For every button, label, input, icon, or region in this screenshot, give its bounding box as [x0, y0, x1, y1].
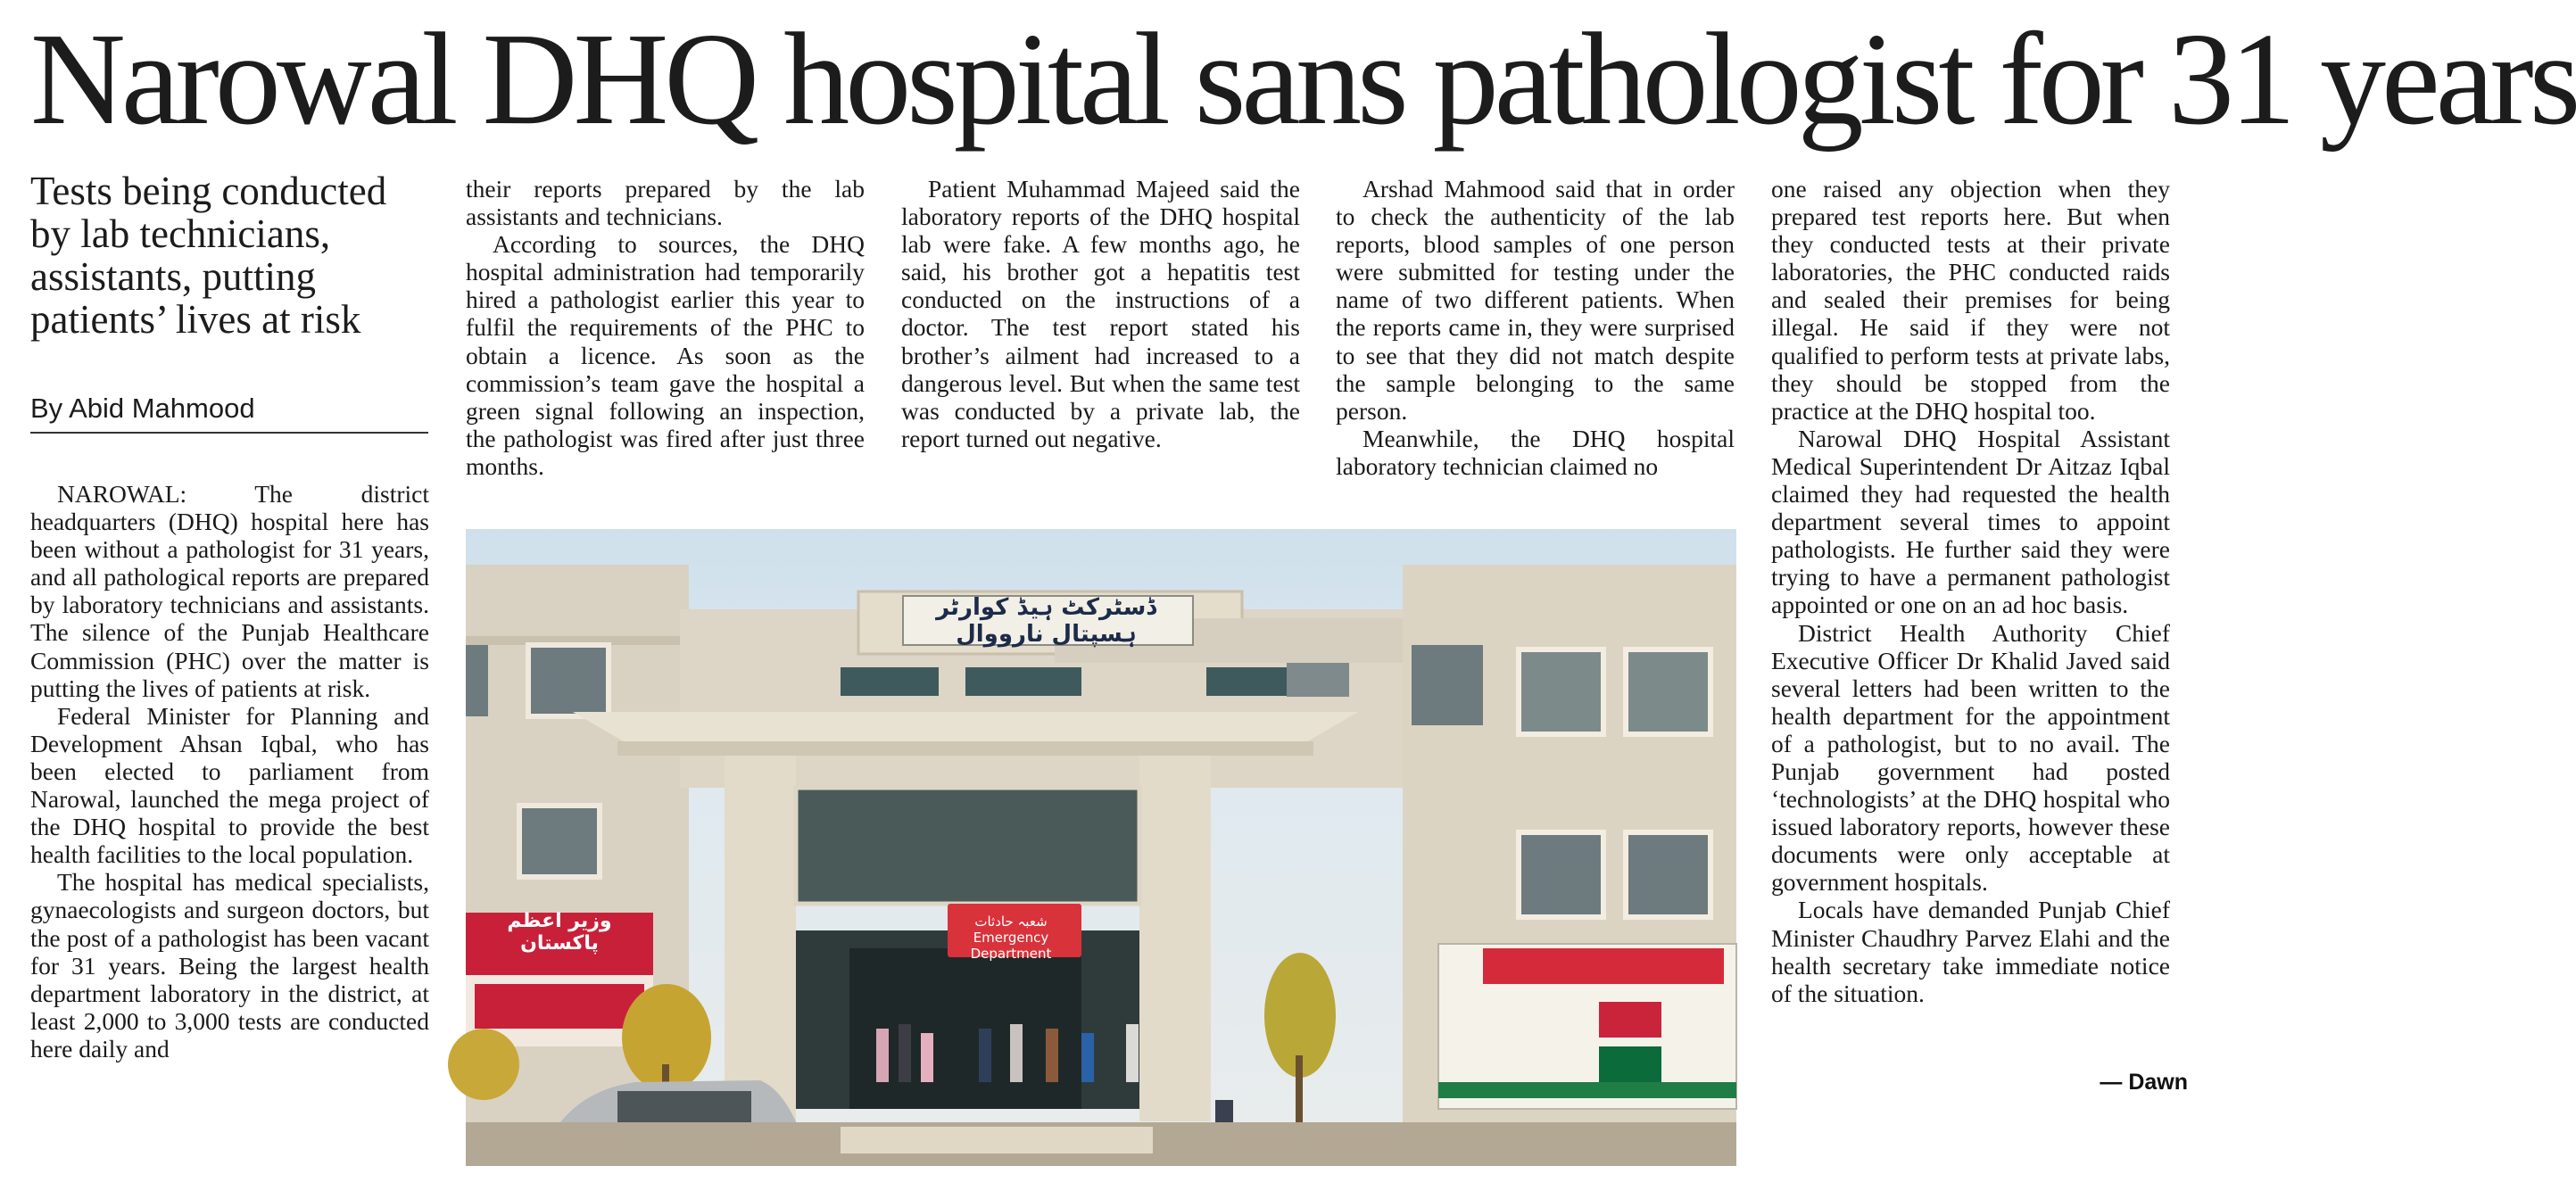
- paragraph: Narowal DHQ Hospital Assistant Medical Superintendent Dr Aitzaz Iqbal claimed they had requested the health department several times to appoint pathologists. He further said they were trying to have a permanent pathologist appointed or one on an ad hoc basis.: [1771, 424, 2170, 619]
- article-column-1: [30, 480, 429, 1063]
- byline-rule: [30, 432, 428, 434]
- paragraph: The hospital has medical specialists, gynaecologists and surgeon doctors, but the post of a pathologist has been vacant for 31 years. Being the largest health department laboratory in the district, at least 2,000 to 3,000 tests are conducted here daily and: [30, 868, 429, 1063]
- article-column-3: [901, 175, 1300, 452]
- paragraph: one raised any objection when they prepared test reports here. But when they conducted tests at their private laboratories, the PHC conducted raids and sealed their premises for being illegal. He said if they were not qualified to perform tests at private labs, they should be stopped from the practice at the DHQ hospital too.: [1771, 175, 2170, 425]
- paragraph: their reports prepared by the lab assistants and technicians.: [466, 175, 865, 231]
- paragraph: Locals have demanded Punjab Chief Minister Chaudhry Parvez Elahi and the health secretary take immediate notice of the situation.: [1771, 896, 2170, 1007]
- photo-credit: — Dawn: [2100, 1070, 2188, 1095]
- paragraph: Patient Muhammad Majeed said the laboratory reports of the DHQ hospital lab were fake. A few months ago, he said, his brother got a hepatitis test conducted on the instructions of a doctor. The test report stated his brother’s ailment had increased to a dangerous level. But when the same test was conducted by a private lab, the report turned out negative.: [901, 175, 1300, 452]
- article-column-2: [466, 175, 865, 480]
- deck-subheadline: Tests being conducted by lab technicians, assistants, putting patients’ lives at risk: [30, 169, 387, 342]
- paragraph: District Health Authority Chief Executive Officer Dr Khalid Javed said several letters had been written to the health department for the appointment of a pathologist, but to no avail. The Punjab government had posted ‘technologists’ at the DHQ hospital who issued laboratory reports, however these documents were only acceptable at government hospitals.: [1771, 618, 2170, 897]
- article-column-5: [1771, 175, 2170, 1007]
- paragraph: Arshad Mahmood said that in order to check the authenticity of the lab reports, blood samples of one person were submitted for testing under the name of two different patients. When the reports came in, they were surprised to see that they did not match despite the sample belonging to the same person.: [1336, 175, 1735, 425]
- emergency-sign: [948, 914, 1073, 962]
- paragraph: Meanwhile, the DHQ hospital laboratory technician claimed no: [1336, 424, 1735, 480]
- paragraph: NAROWAL: The district headquarters (DHQ) hospital here has been without a pathologist for 31 years, and all pathological reports are prepared by laboratory technicians and assistants. The silence of the Punjab Healthcare Commission (PHC) over the matter is putting the lives of patients at risk.: [30, 480, 429, 702]
- emergency-sign-urdu: شعبہ حادثات: [974, 914, 1048, 930]
- paragraph: Federal Minister for Planning and Development Ahsan Iqbal, who has been elected to parliament from Narowal, launched the mega project of the DHQ hospital to provide the best health facilities to the local population.: [30, 701, 429, 869]
- hospital-sign-text: ڈسٹرکٹ ہیڈ کوارٹر ہسپتال نارووال: [936, 594, 1156, 648]
- promo-banner-text: وزیر اعظم پاکستان: [507, 910, 612, 955]
- emergency-sign-english: Emergency Department: [970, 930, 1052, 962]
- headline: Narowal DHQ hospital sans pathologist for 31 years: [30, 6, 2576, 153]
- article-column-4: [1336, 175, 1735, 480]
- paragraph: According to sources, the DHQ hospital administration had temporarily hired a pathologist earlier this year to fulfil the requirements of the PHC to obtain a licence. As soon as the commission’s team gave the hospital a green signal following an inspection, the pathologist was fired after just three months.: [466, 230, 865, 480]
- byline: By Abid Mahmood: [30, 393, 255, 424]
